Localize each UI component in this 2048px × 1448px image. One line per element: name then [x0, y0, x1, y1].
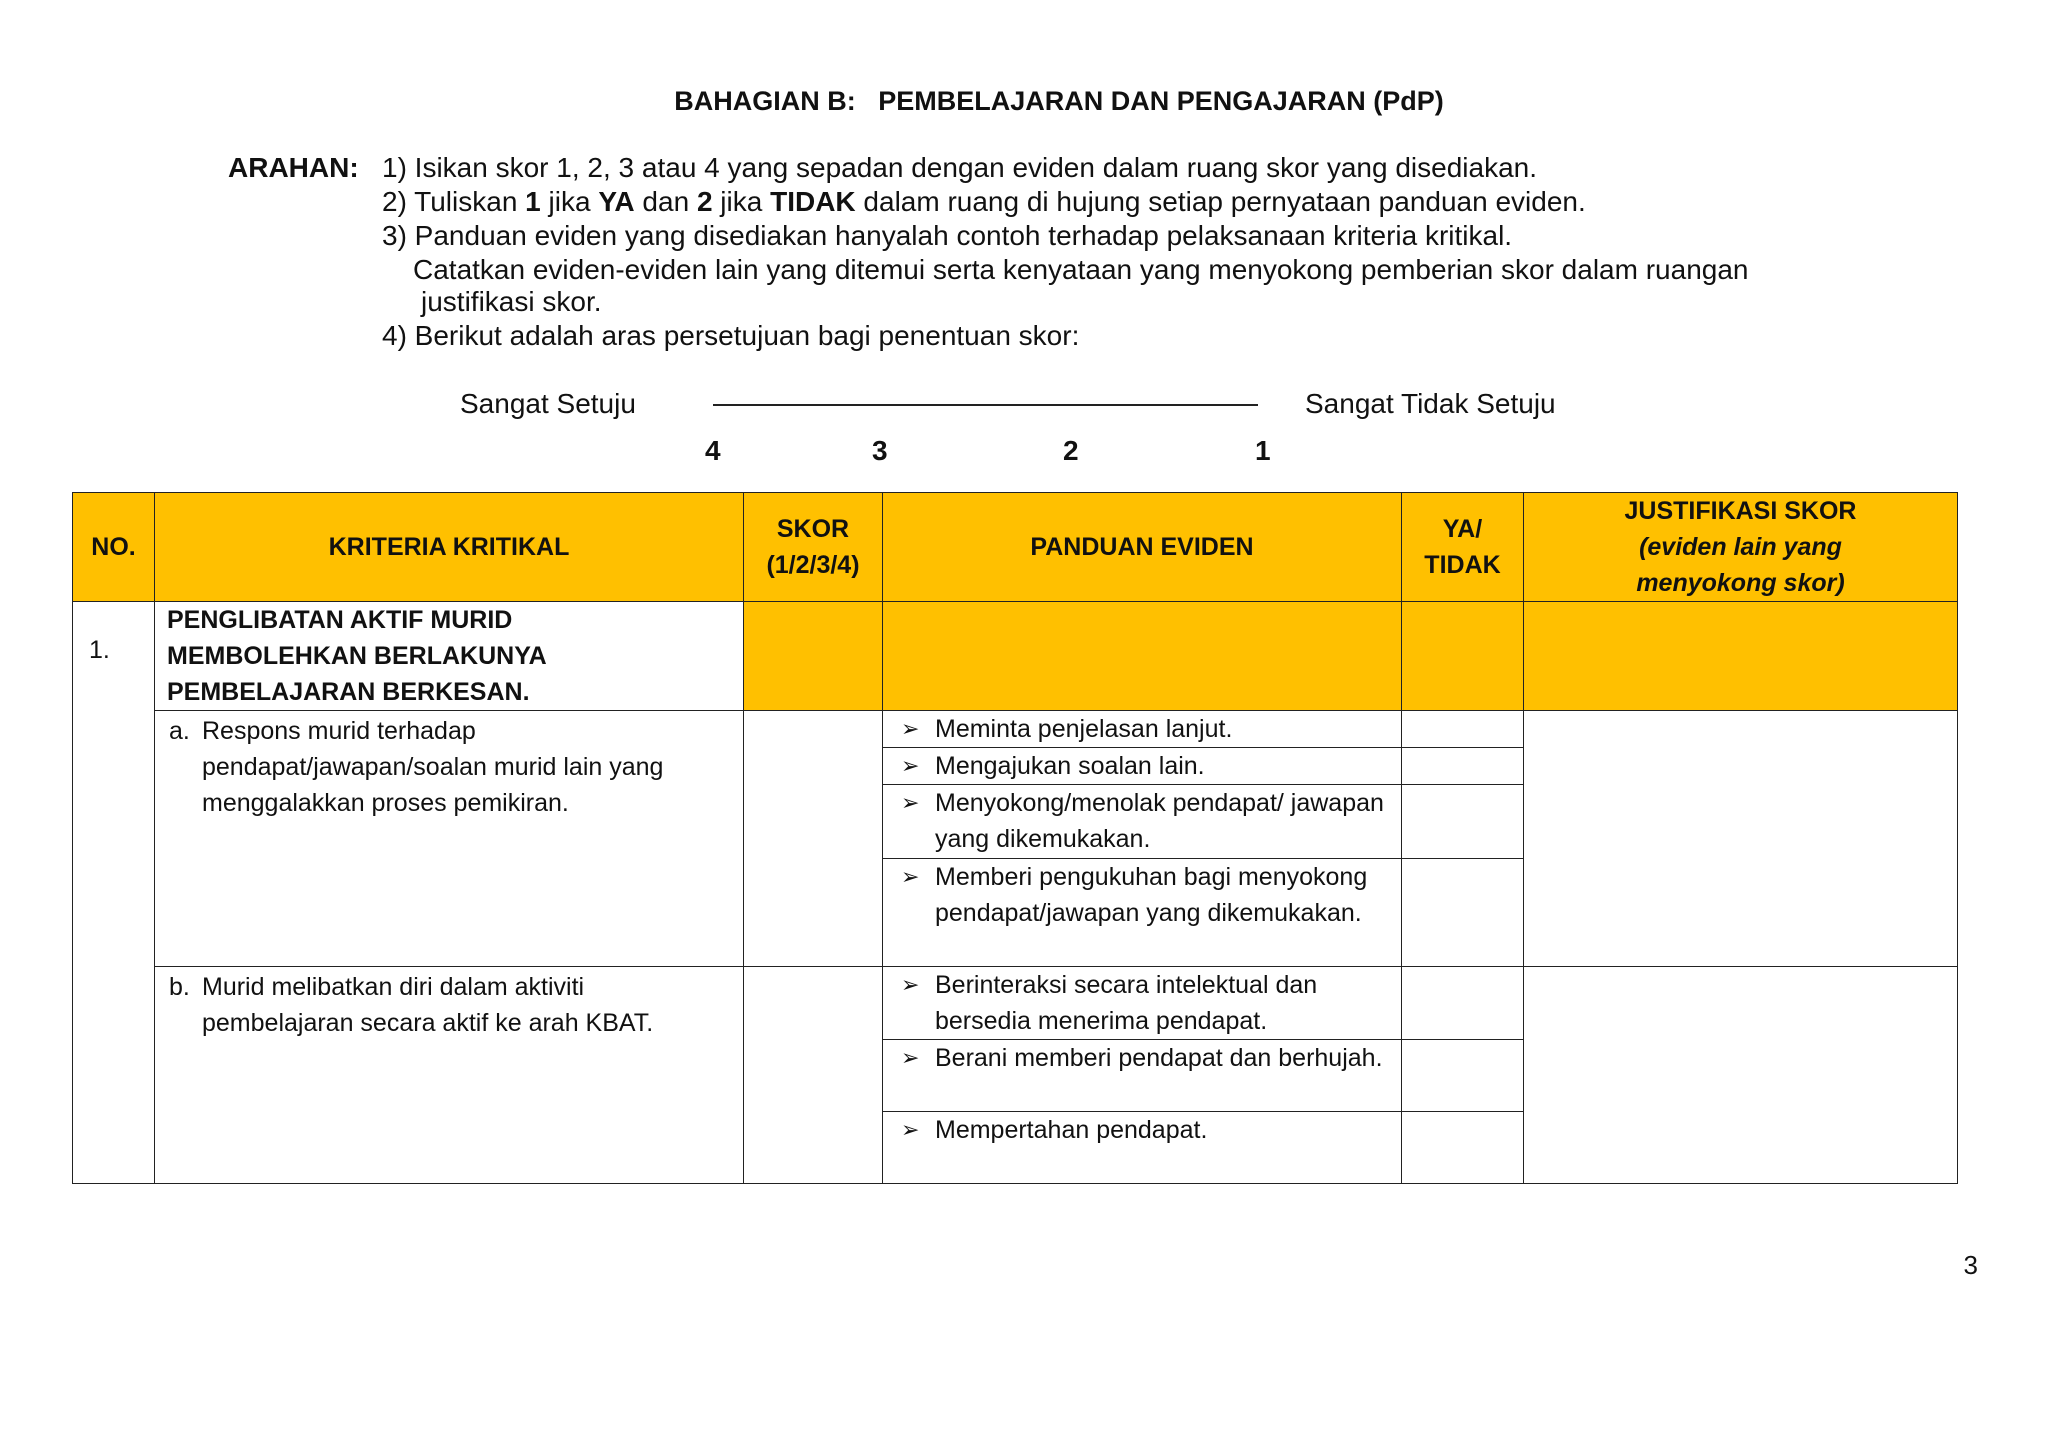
evidence-item: [883, 748, 1402, 785]
arahan-line-2-part: dalam ruang di hujung setiap pernyataan panduan eviden.: [855, 186, 1586, 217]
scale-number: 2: [1063, 435, 1079, 466]
criterion-title: [155, 602, 744, 711]
criterion-title-line: MEMBOLEHKAN BERLAKUNYA: [167, 642, 547, 670]
sub-criterion-label: a.: [169, 717, 190, 745]
sub-criterion-text: Respons murid terhadap pendapat/jawapan/soalan murid lain yang menggalakkan proses pemikiran.: [202, 717, 664, 817]
arrow-bullet-icon: ➢: [901, 753, 920, 778]
justifikasi-cell-a[interactable]: [1524, 711, 1958, 967]
row-number: 1.: [73, 602, 155, 1184]
header-skor-line: (1/2/3/4): [766, 551, 860, 579]
criterion-title-line: PEMBELAJARAN BERKESAN.: [167, 678, 530, 706]
page-number: 3: [1963, 1250, 1978, 1280]
sub-criterion-a: [155, 711, 744, 967]
evidence-text: Meminta penjelasan lanjut.: [935, 715, 1233, 743]
arahan-line-2: [382, 186, 1586, 218]
arahan-line-2-bold: 1: [525, 186, 541, 217]
evidence-item: [883, 711, 1402, 748]
arahan-line-4: Catatkan eviden-eviden lain yang ditemui serta kenyataan yang menyokong pemberian skor dalam ruangan: [413, 254, 1749, 285]
justifikasi-cell-criterion[interactable]: [1524, 602, 1958, 711]
evidence-item: [883, 785, 1402, 859]
ya-tidak-cell[interactable]: [1402, 1112, 1524, 1184]
header-panduan: PANDUAN EVIDEN: [883, 493, 1402, 602]
ya-tidak-cell[interactable]: [1402, 748, 1524, 785]
arahan-line-2-part: dan: [634, 186, 697, 217]
arahan-line-2-bold: YA: [598, 186, 635, 217]
evidence-item: [883, 967, 1402, 1040]
arahan-line-3: 3) Panduan eviden yang disediakan hanyalah contoh terhadap pelaksanaan kriteria kritikal.: [382, 220, 1513, 251]
evidence-text: Menyokong/menolak pendapat/ jawapan yang dikemukakan.: [935, 789, 1384, 853]
header-just-line: menyokong skor): [1636, 569, 1845, 597]
sub-criterion-b: [155, 967, 744, 1184]
ya-tidak-cell[interactable]: [1402, 859, 1524, 967]
arrow-bullet-icon: ➢: [901, 972, 920, 997]
header-just-line: (eviden lain yang: [1639, 533, 1842, 561]
table-row: [73, 967, 1958, 1040]
page-title: BAHAGIAN B: PEMBELAJARAN DAN PENGAJARAN (PdP): [674, 86, 1444, 116]
table-row-criterion-1: [73, 602, 1958, 711]
header-justifikasi: [1524, 493, 1958, 602]
evidence-text: Berinteraksi secara intelektual dan bersedia menerima pendapat.: [935, 971, 1318, 1035]
evidence-text: Mempertahan pendapat.: [935, 1116, 1208, 1144]
header-just-line: JUSTIFIKASI SKOR: [1624, 497, 1857, 525]
evidence-item: [883, 859, 1402, 967]
arrow-bullet-icon: ➢: [901, 790, 920, 815]
ya-tidak-cell[interactable]: [1402, 711, 1524, 748]
header-kriteria: KRITERIA KRITIKAL: [155, 493, 744, 602]
arrow-bullet-icon: ➢: [901, 1117, 920, 1142]
evidence-text: Berani memberi pendapat dan berhujah.: [935, 1044, 1383, 1072]
arahan-line-2-part: 2) Tuliskan: [382, 186, 526, 217]
evidence-item: [883, 1040, 1402, 1112]
scale-number: 1: [1255, 435, 1271, 466]
ya-tidak-cell-criterion[interactable]: [1402, 602, 1524, 711]
ya-tidak-cell[interactable]: [1402, 785, 1524, 859]
arrow-bullet-icon: ➢: [901, 1045, 920, 1070]
panduan-cell-criterion: [883, 602, 1402, 711]
header-no: NO.: [73, 493, 155, 602]
arahan-line-2-part: jika: [712, 186, 771, 217]
header-skor: [744, 493, 883, 602]
arrow-bullet-icon: ➢: [901, 716, 920, 741]
scale-number: 3: [872, 435, 888, 466]
arahan-line-1: 1) Isikan skor 1, 2, 3 atau 4 yang sepadan dengan eviden dalam ruang skor yang disediakan.: [382, 152, 1537, 183]
sub-criterion-label: b.: [169, 973, 190, 1001]
ya-tidak-cell[interactable]: [1402, 1040, 1524, 1112]
table-header-row: [73, 493, 1958, 602]
evidence-text: Memberi pengukuhan bagi menyokong pendapat/jawapan yang dikemukakan.: [935, 863, 1368, 927]
scale-line: [713, 404, 1258, 406]
header-ya-line: YA/: [1442, 515, 1483, 543]
header-skor-line: SKOR: [776, 515, 850, 543]
skor-cell-b[interactable]: [744, 967, 883, 1184]
header-ya-line: TIDAK: [1424, 551, 1501, 579]
arahan-line-2-bold: TIDAK: [770, 186, 856, 217]
table-row: [73, 711, 1958, 748]
ya-tidak-cell[interactable]: [1402, 967, 1524, 1040]
scale-left-label: Sangat Setuju: [460, 388, 636, 419]
arrow-bullet-icon: ➢: [901, 864, 920, 889]
arahan-label: ARAHAN:: [228, 152, 359, 183]
arahan-line-2-bold: 2: [696, 186, 713, 217]
evidence-text: Mengajukan soalan lain.: [935, 752, 1205, 780]
justifikasi-cell-b[interactable]: [1524, 967, 1958, 1184]
criteria-table: [72, 492, 1958, 1184]
evidence-item: [883, 1112, 1402, 1184]
scale-number: 4: [705, 435, 721, 466]
arahan-line-2-part: jika: [540, 186, 599, 217]
sub-criterion-text: Murid melibatkan diri dalam aktiviti pembelajaran secara aktif ke arah KBAT.: [202, 973, 654, 1037]
skor-cell-criterion[interactable]: [744, 602, 883, 711]
criterion-title-line: PENGLIBATAN AKTIF MURID: [167, 606, 513, 634]
arahan-line-6: 4) Berikut adalah aras persetujuan bagi penentuan skor:: [382, 320, 1080, 351]
skor-cell-a[interactable]: [744, 711, 883, 967]
arahan-line-5: justifikasi skor.: [421, 286, 602, 317]
header-ya-tidak: [1402, 493, 1524, 602]
scale-right-label: Sangat Tidak Setuju: [1305, 388, 1556, 419]
